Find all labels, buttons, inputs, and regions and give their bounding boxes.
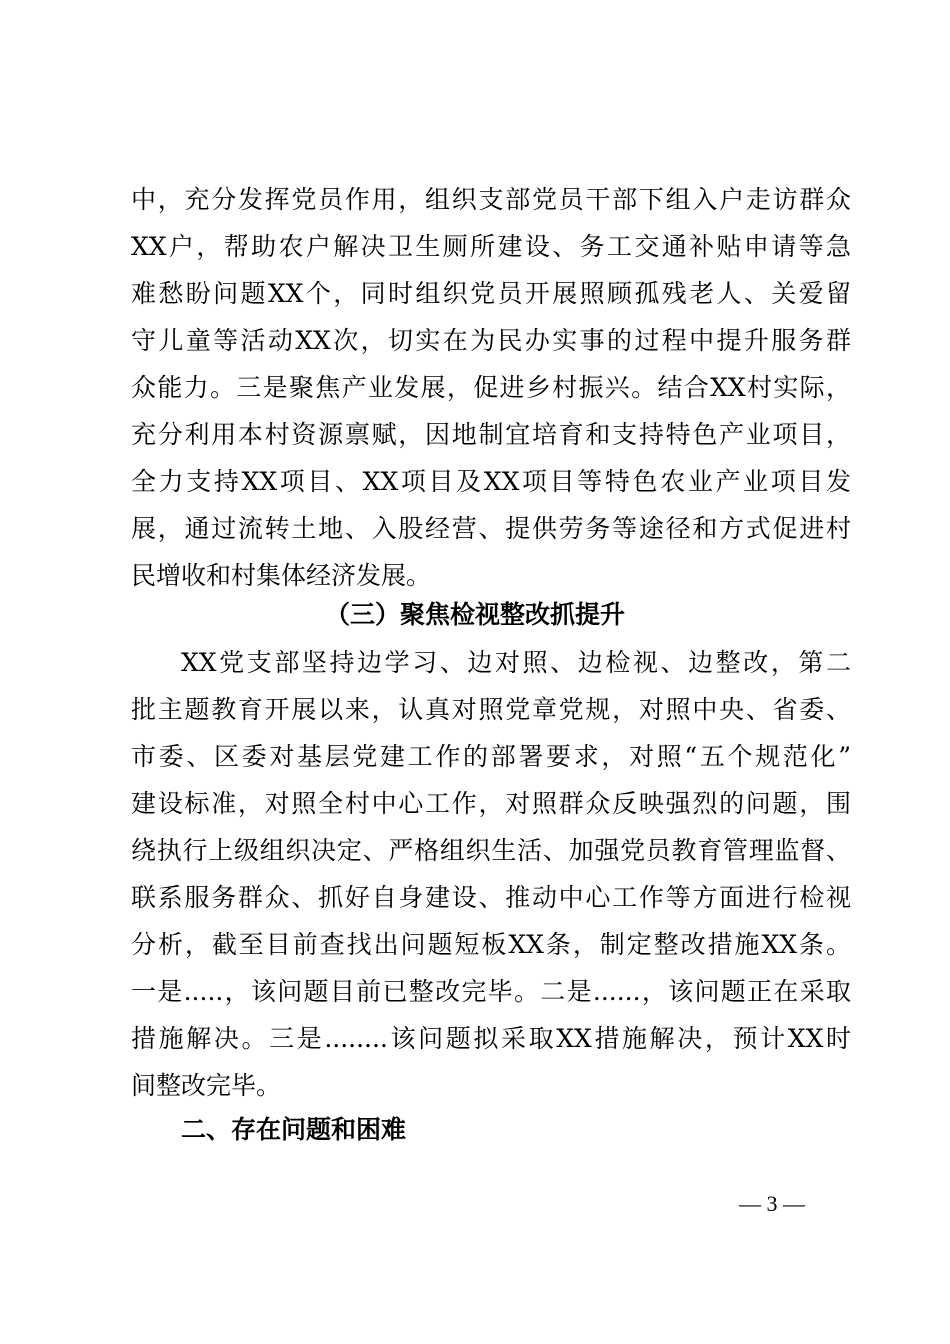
- paragraph-line: 市委、区委对基层党建工作的部署要求，对照“五个规范化”: [131, 742, 851, 771]
- paragraph-line: 守儿童等活动XX次，切实在为民办实事的过程中提升服务群: [131, 326, 851, 355]
- paragraph-line: 难愁盼问题XX个，同时组织党员开展照顾孤残老人、关爱留: [131, 279, 851, 308]
- paragraph-line: 批主题教育开展以来，认真对照党章党规，对照中央、省委、: [131, 695, 851, 724]
- paragraph-line: 建设标准，对照全村中心工作，对照群众反映强烈的问题，围: [131, 789, 851, 818]
- page-number: — 3 —: [739, 1191, 805, 1216]
- paragraph-line: XX党支部坚持边学习、边对照、边检视、边整改，第二: [181, 648, 851, 677]
- paragraph-line: 一是.....，该问题目前已整改完毕。二是......，该问题正在采取: [131, 977, 851, 1006]
- paragraph-line: 绕执行上级组织决定、严格组织生活、加强党员教育管理监督、: [131, 836, 851, 865]
- paragraph-line: 分析，截至目前查找出问题短板XX条，制定整改措施XX条。: [131, 930, 851, 959]
- paragraph-line: 间整改完毕。: [131, 1071, 282, 1100]
- chapter-heading: 二、存在问题和困难: [181, 1115, 407, 1144]
- paragraph-line: 措施解决。三是........该问题拟采取XX措施解决，预计XX时: [131, 1024, 851, 1053]
- paragraph-line: 全力支持XX项目、XX项目及XX项目等特色农业产业项目发: [131, 467, 851, 496]
- paragraph-line: XX户，帮助农户解决卫生厕所建设、务工交通补贴申请等急: [131, 232, 851, 261]
- paragraph-line: 联系服务群众、抓好自身建设、推动中心工作等方面进行检视: [131, 883, 851, 912]
- paragraph-line: 展，通过流转土地、入股经营、提供劳务等途径和方式促进村: [131, 514, 851, 543]
- paragraph-line: 充分利用本村资源禀赋，因地制宜培育和支持特色产业项目，: [131, 420, 851, 449]
- section-heading: （三）聚焦检视整改抓提升: [324, 600, 625, 629]
- paragraph-line: 众能力。三是聚焦产业发展，促进乡村振兴。结合XX村实际，: [131, 373, 851, 402]
- paragraph-line: 民增收和村集体经济发展。: [131, 561, 432, 590]
- paragraph-line: 中，充分发挥党员作用，组织支部党员干部下组入户走访群众: [131, 185, 851, 214]
